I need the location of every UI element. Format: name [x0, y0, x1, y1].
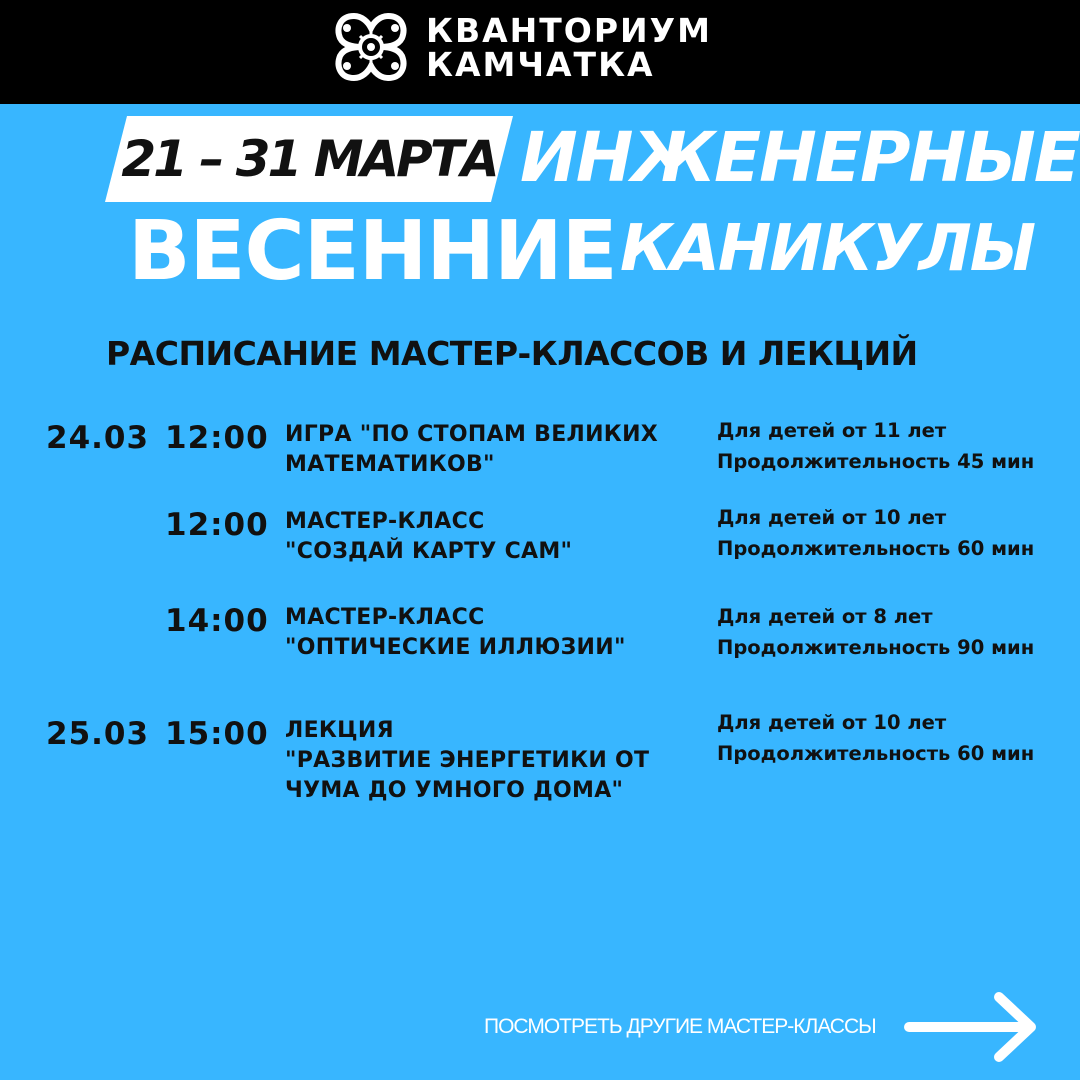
duration-text: Продолжительность 60 мин — [717, 537, 1035, 560]
duration-text: Продолжительность 90 мин — [717, 636, 1035, 659]
age-text: Для детей от 10 лет — [717, 711, 947, 734]
event-line: ИГРА "ПО СТОПАМ ВЕЛИКИХ — [285, 422, 659, 447]
event-line: "СОЗДАЙ КАРТУ САМ" — [285, 539, 573, 564]
event-line: МАТЕМАТИКОВ" — [285, 452, 495, 477]
schedule-time: 14:00 — [165, 603, 269, 639]
event-line: "ОПТИЧЕСКИЕ ИЛЛЮЗИИ" — [285, 635, 626, 660]
brand-line-1: КВАНТОРИУМ — [426, 11, 712, 50]
event-line: ЛЕКЦИЯ — [285, 718, 394, 743]
schedule-info — [717, 502, 1034, 564]
schedule-date: 24.03 — [46, 420, 150, 456]
other-classes-link[interactable]: ПОСМОТРЕТЬ ДРУГИЕ МАСТЕР-КЛАССЫ — [484, 1015, 876, 1038]
schedule-time: 15:00 — [165, 716, 269, 752]
schedule-event — [285, 603, 626, 663]
date-badge — [105, 116, 513, 202]
schedule-event — [285, 716, 649, 806]
brand-header — [0, 0, 1080, 104]
arrow-right-icon[interactable] — [903, 990, 1043, 1064]
event-line: МАСТЕР-КЛАСС — [285, 605, 485, 630]
schedule-time: 12:00 — [165, 507, 269, 543]
schedule-info — [717, 601, 1034, 663]
age-text: Для детей от 8 лет — [717, 605, 933, 628]
brand-line-2: КАМЧАТКА — [426, 45, 655, 84]
duration-text: Продолжительность 60 мин — [717, 742, 1035, 765]
schedule-heading: РАСПИСАНИЕ МАСТЕР-КЛАССОВ И ЛЕКЦИЙ — [106, 334, 918, 373]
schedule-event — [285, 420, 658, 480]
event-line: МАСТЕР-КЛАСС — [285, 509, 485, 534]
title-word-holidays: КАНИКУЛЫ — [620, 212, 1035, 286]
duration-text: Продолжительность 45 мин — [717, 450, 1035, 473]
schedule-info — [717, 415, 1034, 477]
kvantorium-logo-icon — [332, 8, 410, 86]
date-range: 21 – 31 МАРТА — [121, 130, 497, 188]
schedule-date: 25.03 — [46, 716, 150, 752]
title-word-spring: ВЕСЕННИЕ — [128, 204, 617, 299]
age-text: Для детей от 11 лет — [717, 419, 947, 442]
title-word-engineering: ИНЖЕНЕРНЫЕ — [520, 118, 1079, 198]
age-text: Для детей от 10 лет — [717, 506, 947, 529]
schedule-info — [717, 707, 1034, 769]
event-line: ЧУМА ДО УМНОГО ДОМА" — [285, 778, 624, 803]
event-line: "РАЗВИТИЕ ЭНЕРГЕТИКИ ОТ — [285, 748, 650, 773]
schedule-event — [285, 507, 572, 567]
brand-name — [426, 11, 712, 84]
schedule-time: 12:00 — [165, 420, 269, 456]
